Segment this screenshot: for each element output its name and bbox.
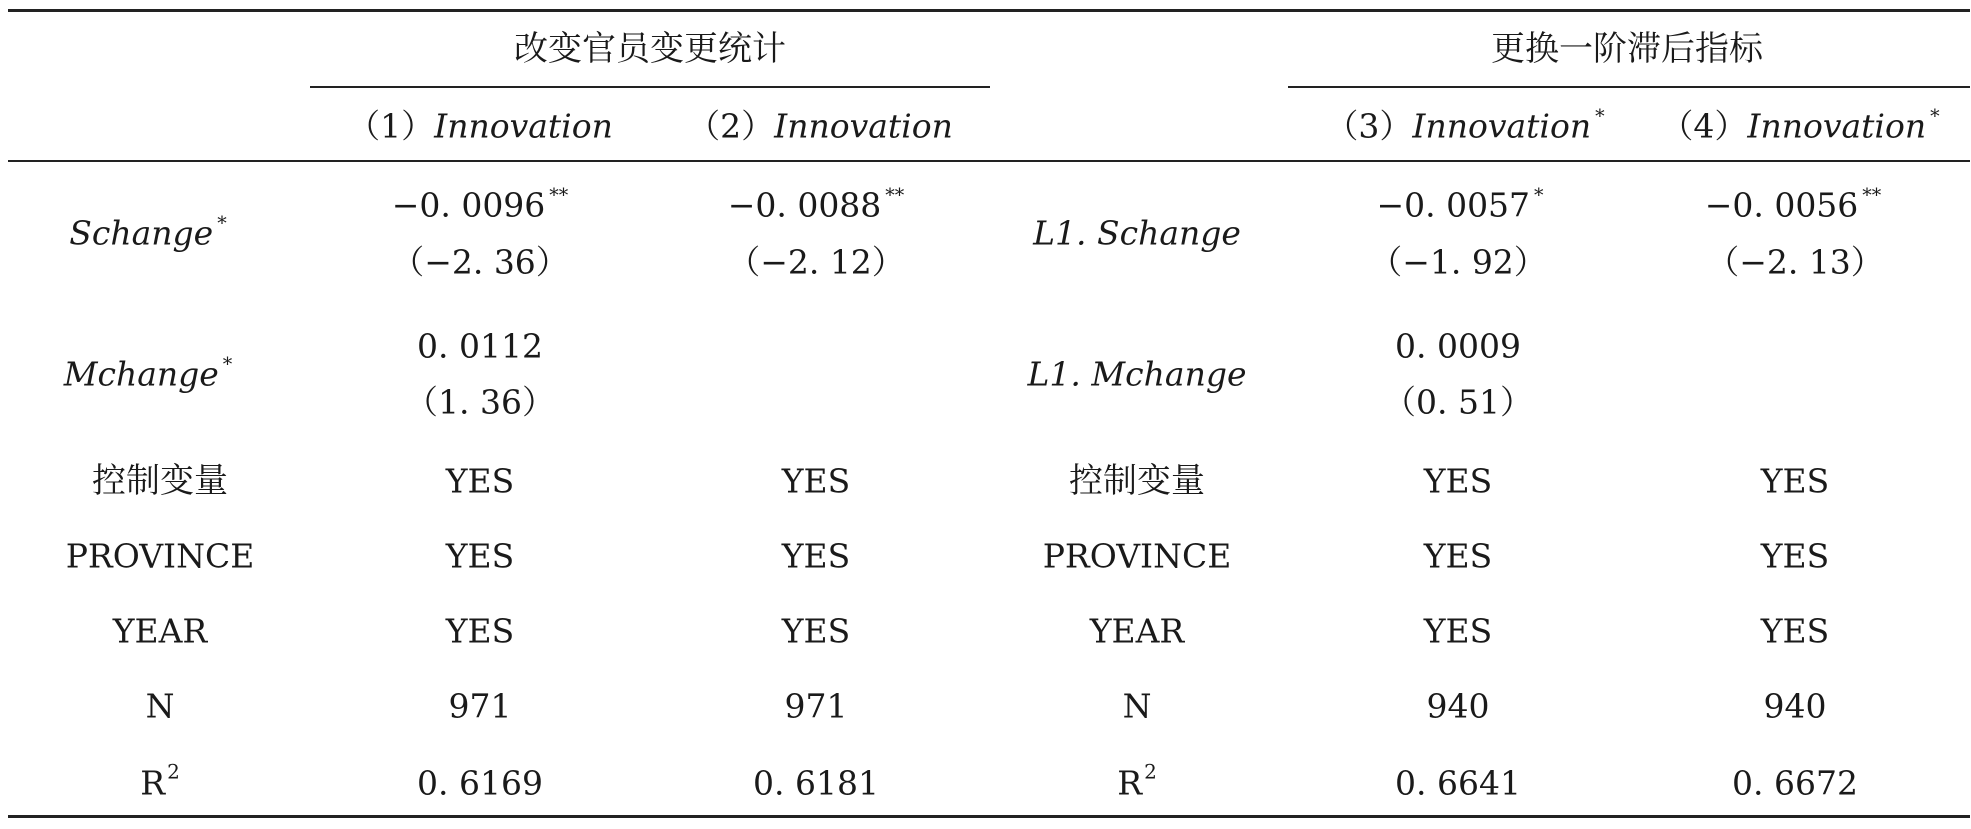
value-year-c4: YES [1760, 611, 1830, 651]
value-n-c3: 940 [1426, 686, 1490, 726]
value-province-c4: YES [1760, 536, 1830, 576]
row-label-mchange: Mchange * [63, 353, 233, 394]
tstat-schange-c4: （−2. 13） [1706, 242, 1884, 282]
row-label-province: PROVINCE [65, 536, 255, 576]
value-r2-c2: 0. 6181 [753, 763, 879, 803]
header-rule [8, 160, 1970, 162]
value-n-c1: 971 [448, 686, 512, 726]
value-province-c1: YES [445, 536, 515, 576]
value-controls-c4: YES [1760, 461, 1830, 501]
value-year-c2: YES [781, 611, 851, 651]
value-province-c2: YES [781, 536, 851, 576]
group-rule-left [310, 86, 990, 88]
column-header-2: （2）Innovation [687, 106, 953, 146]
row-label-r2-right: R $^2$ [1117, 759, 1157, 803]
row-label-controls: 控制变量 [92, 461, 228, 501]
tstat-schange-c1: （−2. 36） [391, 242, 569, 282]
tstat-schange-c2: （−2. 12） [727, 242, 905, 282]
value-controls-c2: YES [781, 461, 851, 501]
row-label-controls-right: 控制变量 [1069, 461, 1205, 501]
value-province-c3: YES [1423, 536, 1493, 576]
coef-mchange-c3: 0. 0009 [1395, 326, 1521, 366]
row-label-r2: R $^2$ [140, 759, 180, 803]
bottom-rule [8, 815, 1970, 818]
group-header-left: 改变官员变更统计 [514, 29, 786, 69]
row-label-n-right: N [1122, 686, 1152, 726]
value-year-c3: YES [1423, 611, 1493, 651]
value-r2-c4: 0. 6672 [1732, 763, 1858, 803]
coef-schange-c1: −0. 0096 ** [391, 184, 569, 225]
column-header-4: （4）Innovation * [1660, 105, 1940, 146]
group-header-right: 更换一阶滞后指标 [1491, 29, 1763, 69]
coef-mchange-c1: 0. 0112 [417, 326, 543, 366]
row-label-l1-schange: L1. Schange [1033, 213, 1241, 253]
value-r2-c3: 0. 6641 [1395, 763, 1521, 803]
value-controls-c1: YES [445, 461, 515, 501]
value-controls-c3: YES [1423, 461, 1493, 501]
value-n-c2: 971 [784, 686, 848, 726]
column-header-3: （3）Innovation * [1325, 105, 1605, 146]
column-header-1: （1）Innovation [347, 106, 613, 146]
tstat-schange-c3: （−1. 92） [1369, 242, 1547, 282]
tstat-mchange-c1: （1. 36） [405, 382, 555, 422]
tstat-mchange-c3: （0. 51） [1383, 382, 1533, 422]
value-year-c1: YES [445, 611, 515, 651]
row-label-l1-mchange: L1. Mchange [1027, 354, 1247, 394]
row-label-province-right: PROVINCE [1042, 536, 1232, 576]
value-r2-c1: 0. 6169 [417, 763, 543, 803]
row-label-year-right: YEAR [1089, 611, 1185, 651]
group-rule-right [1288, 86, 1970, 88]
value-n-c4: 940 [1763, 686, 1827, 726]
top-rule [8, 9, 1970, 12]
coef-schange-c2: −0. 0088 ** [727, 184, 905, 225]
coef-schange-c3: −0. 0057 * [1376, 184, 1544, 225]
row-label-n: N [145, 686, 175, 726]
row-label-year: YEAR [112, 611, 208, 651]
row-label-schange: Schange * [69, 212, 227, 253]
coef-schange-c4: −0. 0056 ** [1704, 184, 1882, 225]
